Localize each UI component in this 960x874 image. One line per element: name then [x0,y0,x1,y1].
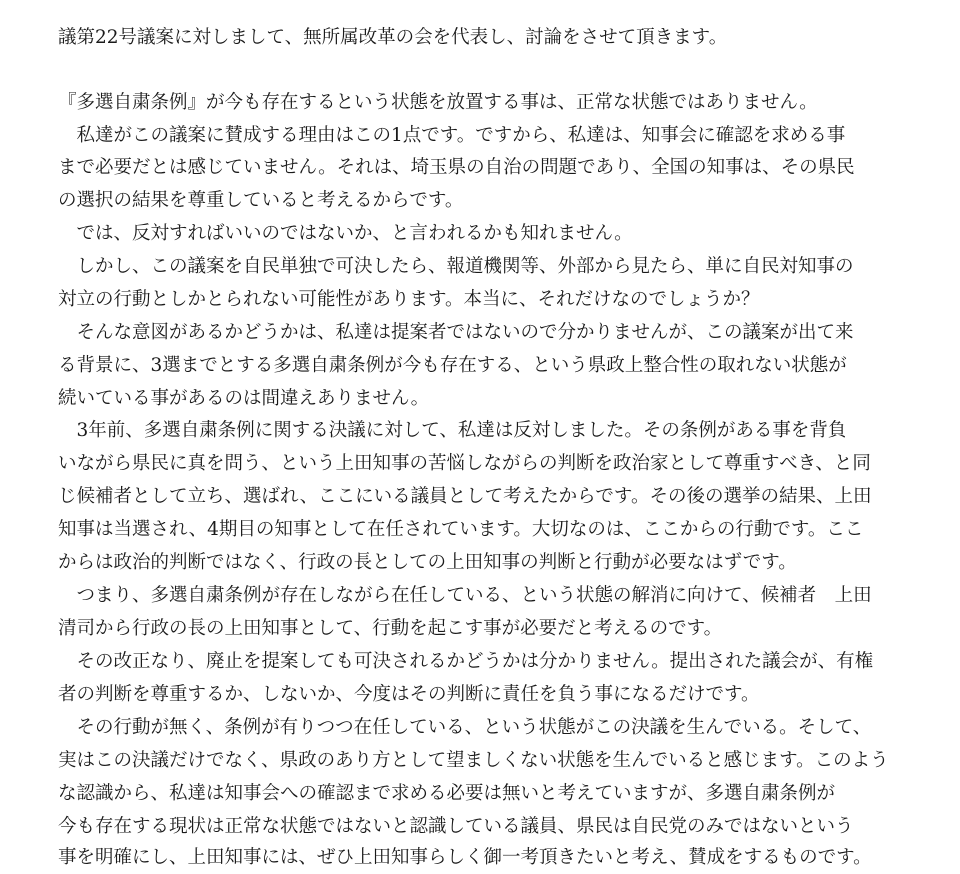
text-line: まで必要だとは感じていません。それは、埼玉県の自治の問題であり、全国の知事は、その県民 [58,157,855,178]
text-line: 『多選自粛条例』が今も存在するという状態を放置する事は、正常な状態ではありません。 [58,92,818,113]
text-line: 3年前、多選自粛条例に関する決議に対して、私達は反対しました。その条例がある事を背負 [58,420,847,441]
text-line: 対立の行動としかとられない可能性があります。本当に、それだけなのでしょうか？ [58,289,760,310]
text-line-closing: 事を明確にし、上田知事には、ぜひ上田知事らしく御一考頂きたいと考え、賛成をするものです。 [58,847,872,868]
text-line: 実はこの決議だけでなく、県政のあり方として望ましくない状態を生んでいると感じます。このよう [58,750,889,771]
text-line: その行動が無く、条例が有りつつ在任している、という状態がこの決議を生んでいる。そして、 [58,717,872,738]
text-line: 今も存在する現状は正常な状態ではないと認識している議員、県民は自民党のみではないという [58,816,854,837]
text-line: の選択の結果を尊重していると考えるからです。 [58,190,464,211]
text-line: 者の判断を尊重するか、しないか、今度はその判断に責任を負う事になるだけです。 [58,684,760,705]
text-line: る背景に、3選までとする多選自粛条例が今も存在する、という県政上整合性の取れない状態が [58,355,847,376]
text-line: じ候補者として立ち、選ばれ、ここにいる議員として考えたからです。その後の選挙の結果、上田 [58,486,872,507]
text-line: では、反対すればいいのではないか、と言われるかも知れません。 [58,223,633,244]
text-line: 清司から行政の長の上田知事として、行動を起こす事が必要だと考えるのです。 [58,618,723,639]
text-line: 続いている事があるのは間違えありません。 [58,388,430,409]
text-line-opening: 議第22号議案に対しまして、無所属改革の会を代表し、討論をさせて頂きます。 [58,27,728,48]
text-line: いながら県民に真を問う、という上田知事の苦悩しながらの判断を政治家として尊重すべき、と同 [58,453,871,474]
text-line: な認識から、私達は知事会への確認まで求める必要は無いと考えていますが、多選自粛条例が [58,783,836,804]
text-line: からは政治的判断ではなく、行政の長としての上田知事の判断と行動が必要なはずです。 [58,552,797,573]
text-line: そんな意図があるかどうかは、私達は提案者ではないので分かりませんが、この議案が出て来 [58,322,854,343]
text-line: しかし、この議案を自民単独で可決したら、報道機関等、外部から見たら、単に自民対知事の [58,256,854,277]
text-line: 知事は当選され、4期目の知事として在任されています。大切なのは、ここからの行動です。ここ [58,519,864,540]
text-line: その改正なり、廃止を提案しても可決されるかどうかは分かりません。提出された議会が、有権 [58,651,874,672]
text-line: つまり、多選自粛条例が存在しながら在任している、という状態の解消に向けて、候補者 上田 [58,585,872,606]
text-line: 私達がこの議案に賛成する理由はこの1点です。ですから、私達は、知事会に確認を求める事 [58,125,846,146]
